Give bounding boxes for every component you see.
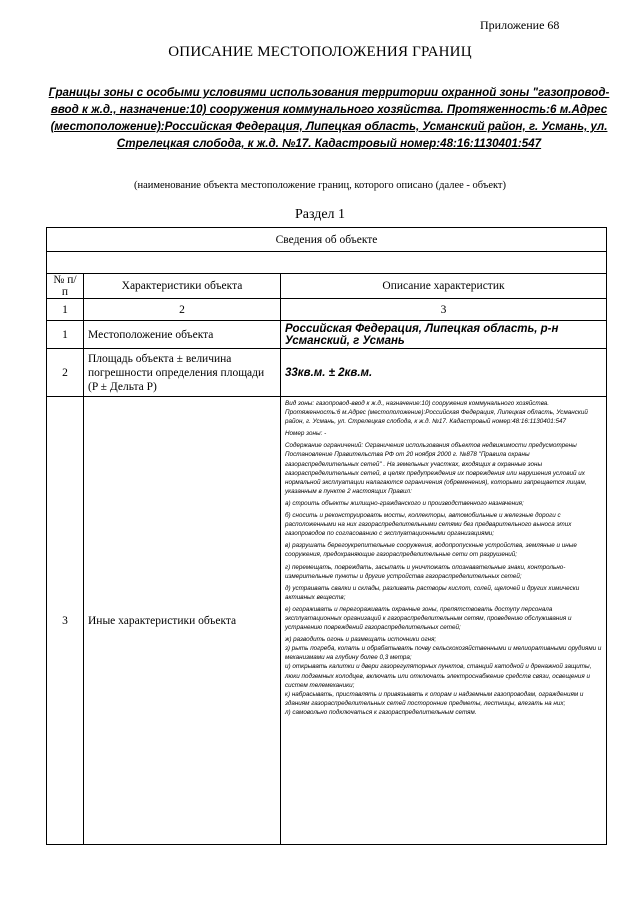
restrictions-notes	[281, 397, 607, 845]
column-header-characteristic: Характеристики объекта	[84, 274, 281, 299]
note-item: а) строить объекты жилищно-гражданского и производственного назначения;	[285, 499, 524, 507]
column-number: 2	[84, 299, 281, 321]
note-item: ж) разводить огонь и размещать источники огня;	[285, 636, 437, 644]
note-zone-number: Номер зоны: -	[285, 430, 327, 438]
table-row	[47, 321, 607, 349]
note-item: е) огораживать и перегораживать охранные зоны, препятствовать доступу персонала эксплуатационных организаций к газораспределительным сетям, проведению обслуживания и устранению повреждений газораспределительных сетей;	[285, 605, 572, 632]
table-title: Сведения об объекте	[47, 228, 607, 252]
note-item: и) открывать калитки и двери газорегуляторных пунктов, станций катодной и дренажной защиты, люки подземных колодцев, включать или отключать электроснабжение средств связи, освещения и систем телемеханики;	[285, 663, 592, 689]
object-description: Границы зоны с особыми условиями использования территории охранной зоны "газопровод-ввод к ж.д., назначение:10) сооружения коммунального хозяйства. Протяженность:6 м.Адрес (местоположение):Российская Федерация, Липецкая область, Усманский район, г. Усмань, ул. Стрелецкая слобода, к ж.д. №17. Кадастровый номер:48:16:1130401:547	[48, 86, 610, 150]
note-item: д) устраивать свалки и склады, разливать растворы кислот, солей, щелочей и других химически активных веществ;	[285, 584, 580, 601]
table-row	[47, 349, 607, 397]
note-item: г) перемещать, повреждать, засыпать и уничтожать опознавательные знаки, контрольно-измерительные пункты и другие устройства газораспределительных сетей;	[285, 563, 566, 580]
note-item: з) рыть погреба, копать и обрабатывать почву сельскохозяйственными и мелиоративными орудиями и механизмами на глубину более 0,3 метра;	[285, 645, 602, 662]
row-number: 3	[47, 397, 84, 845]
note-item: к) набрасывать, приставлять и привязывать к опорам и надземным газопроводам, ограждениям и зданиям газораспределительных сетей посторонние предметы, лестницы, влезать на них;	[285, 690, 584, 707]
empty-row	[47, 252, 607, 274]
row-number: 1	[47, 321, 84, 349]
page-title: ОПИСАНИЕ МЕСТОПОЛОЖЕНИЯ ГРАНИЦ	[168, 44, 472, 60]
object-info-table	[46, 227, 607, 845]
row-value: Российская Федерация, Липецкая область, р-н Усманский, г Усмань	[281, 321, 607, 349]
note-item: л) самовольно подключаться к газораспределительным сетям.	[285, 708, 477, 716]
row-characteristic: Площадь объекта ± величина погрешности определения площади (P ± Дельта P)	[84, 349, 281, 397]
note-item: б) сносить и реконструировать мосты, коллекторы, автомобильные и железные дороги с расположенными на них газораспределительными сетями без предварительного выноса этих газопроводов по согласованию с эксплуатационными организациями;	[285, 512, 572, 538]
row-value: 33кв.м. ± 2кв.м.	[281, 349, 607, 397]
table-row	[47, 397, 607, 845]
column-number: 1	[47, 299, 84, 321]
note-zone-type: Вид зоны: газопровод-ввод к ж.д., назначение:10) сооружения коммунального хозяйства. Протяженность:6 м.Адрес (местоположение):Российская Федерация, Липецкая область, Усманский район, г. Усмань, ул. Стрелецкая слобода, к ж.д. №17. Кадастровый номер:48:16:1130401:547	[285, 400, 588, 426]
section-title: Раздел 1	[294, 207, 346, 222]
column-header-description: Описание характеристик	[281, 274, 607, 299]
row-number: 2	[47, 349, 84, 397]
appendix-label: Приложение 68	[480, 18, 560, 32]
column-number: 3	[281, 299, 607, 321]
note-restrictions: Содержание ограничений: Ограничения использования объектов недвижимости предусмотрены Постановление Правительства РФ от 20 ноября 2000 г. №878 "Правила охраны газораспределительных сетей" . На земельных участках, входящих в охранные зоны газораспределительных сетей, в целях предупреждения их повреждения или нарушения условий их нормальной эксплуатации налагаются ограничения (обременения), которыми запрещается лицам, указанным в пункте 2 настоящих Правил:	[285, 442, 587, 495]
row-characteristic: Местоположение объекта	[84, 321, 281, 349]
object-caption: (наименование объекта местоположение границ, которого описано (далее - объект)	[133, 180, 507, 191]
note-item: в) разрушать берегоукрепительные сооружения, водопропускные устройства, земляные и иные сооружения, предохраняющие газораспределительные сети от разрушений;	[285, 542, 577, 559]
row-characteristic: Иные характеристики объекта	[84, 397, 281, 845]
column-header-num: № п/п	[47, 274, 84, 299]
